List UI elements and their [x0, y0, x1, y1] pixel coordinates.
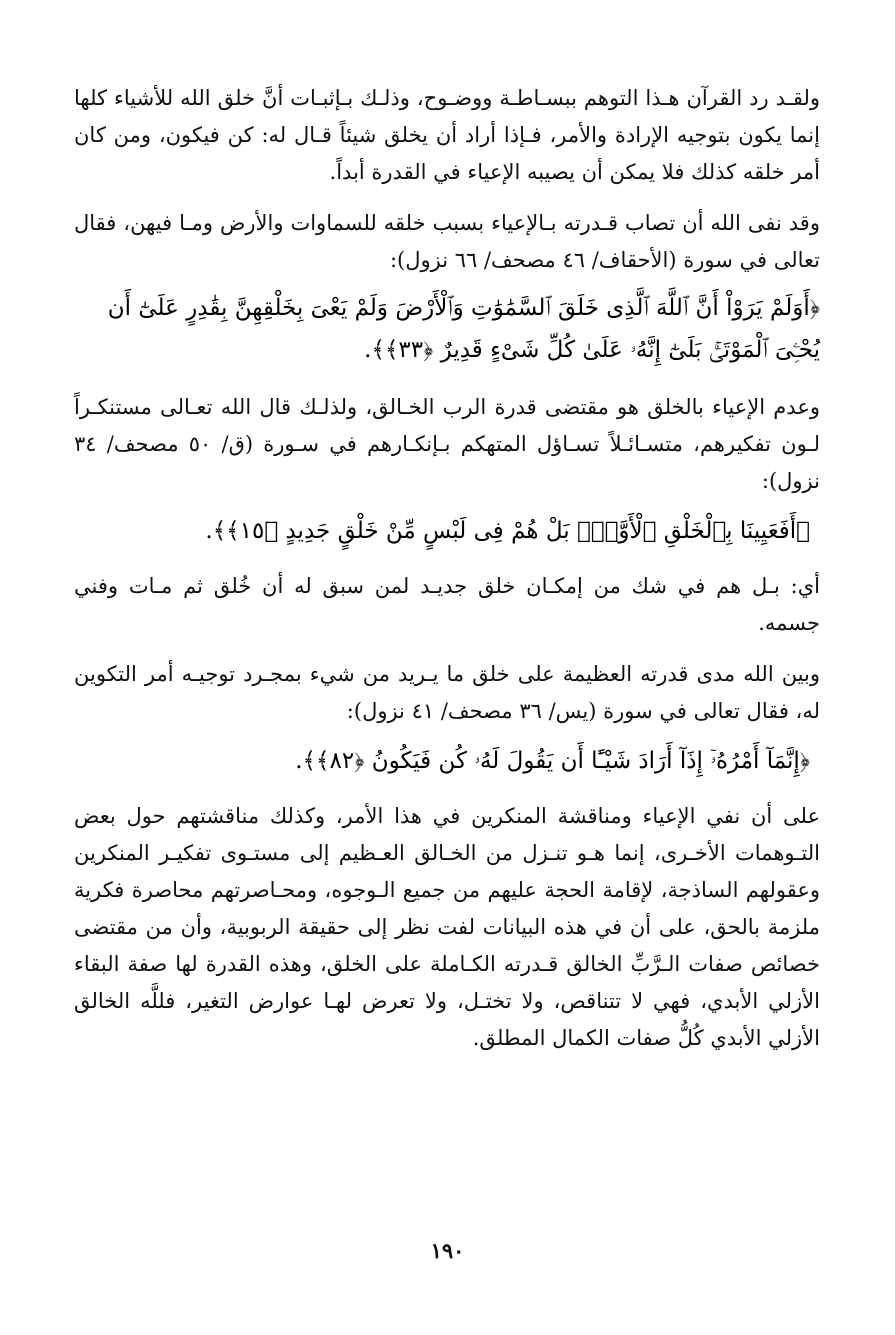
page-body [74, 80, 820, 1057]
paragraph-1: ولقـد رد القرآن هـذا التوهم ببسـاطـة ووضـوح، وذلـك بـإثبـات أنَّ خلق الله للأشياء كلها إنما يكون بتوجيه الإرادة والأمر، فـإذا أراد أن يخلق شيئاً قـال له: كن فيكون، ومن كان أمر خلقه كذلك فلا يمكن أن يصيبه الإعياء في القدرة أبداً. [74, 86, 820, 184]
quran-verse-ahqaf: ﴿أَوَلَمْ يَرَوْاْ أَنَّ ٱللَّهَ ٱلَّذِى خَلَقَ ٱلسَّمَٰوَٰتِ وَٱلْأَرْضَ وَلَمْ يَعْىَ بِخَلْقِهِنَّ بِقَٰدِرٍ عَلَىٰٓ أَن يُحْـِۧىَ ٱلْمَوْتَىٰۚ بَلَىٰٓ إِنَّهُۥ عَلَىٰ كُلِّ شَىْءٍ قَدِيرٌ ﴿٣٣﴾﴾. [107, 295, 820, 363]
paragraph-4: أي: بـل هم في شك من إمكـان خلق جديـد لمن سبق له أن خُلق ثم مـات وفني جسمه. [74, 574, 820, 635]
quran-verse-yasin: ﴿إِنَّمَآ أَمْرُهُۥٓ إِذَآ أَرَادَ شَيْـًٔا أَن يَقُولَ لَهُۥ كُن فَيَكُونُ ﴿٨٢﴾﴾. [295, 748, 810, 774]
paragraph-5: وبين الله مدى قدرته العظيمة على خلق ما يـريد من شيء بمجـرد توجيـه أمر التكوين له، فقال تعالى في سورة (يس/ ٣٦ مصحف/ ٤١ نزول): [74, 662, 820, 723]
paragraph-3: وعدم الإعياء بالخلق هو مقتضى قدرة الرب الخـالق، ولذلـك قال الله تعـالى مستنكـراً لـون تفكيرهم، متسـائـلاً تسـاؤل المتهكم بـإنكـارهم في سـورة (ق/ ٥٠ مصحف/ ٣٤ نزول): [74, 395, 820, 493]
paragraph-2: وقد نفى الله أن تصاب قـدرته بـالإعياء بسبب خلقه للسماوات والأرض ومـا فيهن، فقال تعالى في سورة (الأحقاف/ ٤٦ مصحف/ ٦٦ نزول): [74, 211, 820, 272]
paragraph-6: على أن نفي الإعياء ومناقشة المنكرين في هذا الأمر، وكذلك مناقشتهم حول بعض التـوهمات الأخـرى، إنما هـو تنـزل من الخـالق العـظيم إلى مستـوى تفكيـر المنكرين وعقولهم الساذجة، لإقامة الحجة عليهم من جميع الـوجوه، ومحـاصرتهم محاصرة فكرية ملزمة بالحق، على أن في هذه البيانات لفت نظر إلى حقيقة الربوبية، وأن من مقتضى خصائص صفات الـرَّبِّ الخالق قـدرته الكـاملة على الخلق، وهذه القدرة لها صفة البقاء الأزلي الأبدي، فهي لا تتناقص، ولا تختـل، ولا تعرض لهـا عوارض التغير، فللَّه الخالق الأزلي الأبدي كُلُّ صفات الكمال المطلق. [74, 804, 820, 1050]
quran-verse-qaf: ﴿أَفَعَيِينَا بِٱلْخَلْقِ ٱلْأَوَّلِۚ بَلْ هُمْ فِى لَبْسٍ مِّنْ خَلْقٍ جَدِيدٍ ﴿١٥﴾﴾. [205, 518, 810, 544]
page-number: ١٩٠ [430, 1238, 465, 1263]
